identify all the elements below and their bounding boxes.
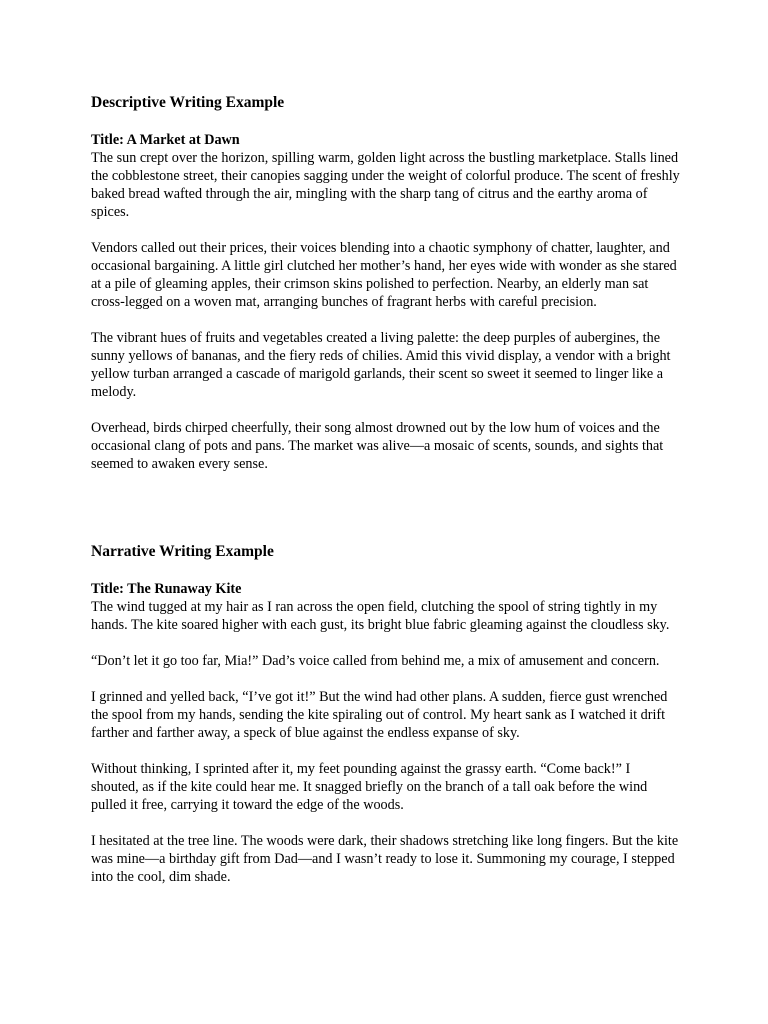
narrative-paragraph-3: I grinned and yelled back, “I’ve got it!” But the wind had other plans. A sudden, fierce gust wrenched the spool from my hands, sending the kite spiraling out of control. My heart sank as I watched it drift farther and farther away, a speck of blue against the endless expanse of sky. (91, 689, 668, 741)
section-spacer (91, 491, 681, 541)
narrative-paragraph-1: The wind tugged at my hair as I ran across the open field, clutching the spool of string tightly in my hands. The kite soared higher with each gust, its bright blue fabric gleaming against the cloudless sky. (91, 599, 670, 633)
document-page (91, 92, 681, 904)
narrative-heading: Narrative Writing Example (91, 543, 274, 560)
narrative-section (91, 541, 681, 886)
descriptive-section (91, 92, 681, 473)
descriptive-paragraph-4: Overhead, birds chirped cheerfully, their song almost drowned out by the low hum of voices and the occasional clang of pots and pans. The market was alive—a mosaic of scents, sounds, and sights that seemed to awaken every sense. (91, 420, 664, 472)
descriptive-paragraph-1: The sun crept over the horizon, spilling warm, golden light across the bustling marketplace. Stalls lined the cobblestone street, their canopies sagging under the weight of colorful produce. The scent of freshly baked bread wafted through the air, mingling with the sharp tang of citrus and the earthy aroma of spices. (91, 150, 680, 220)
descriptive-title: Title: A Market at Dawn (91, 132, 240, 148)
descriptive-heading: Descriptive Writing Example (91, 94, 285, 111)
narrative-paragraph-4: Without thinking, I sprinted after it, my feet pounding against the grassy earth. “Come back!” I shouted, as if the kite could hear me. It snagged briefly on the branch of a tall oak before the wind pulled it free, carrying it toward the edge of the woods. (91, 761, 648, 813)
narrative-title: Title: The Runaway Kite (91, 581, 242, 597)
descriptive-paragraph-3: The vibrant hues of fruits and vegetables created a living palette: the deep purples of aubergines, the sunny yellows of bananas, and the fiery reds of chilies. Amid this vivid display, a vendor with a bright yellow turban arranged a cascade of marigold garlands, their scent so sweet it seemed to linger like a melody. (91, 330, 671, 400)
descriptive-paragraph-2: Vendors called out their prices, their voices blending into a chaotic symphony of chatter, laughter, and occasional bargaining. A little girl clutched her mother’s hand, her eyes wide with wonder as she stared at a pile of gleaming apples, their crimson skins polished to perfection. Nearby, an elderly man sat cross-legged on a woven mat, arranging bunches of fragrant herbs with careful precision. (91, 240, 677, 310)
narrative-paragraph-2: “Don’t let it go too far, Mia!” Dad’s voice called from behind me, a mix of amusement and concern. (91, 653, 660, 669)
narrative-paragraph-5: I hesitated at the tree line. The woods were dark, their shadows stretching like long fingers. But the kite was mine—a birthday gift from Dad—and I wasn’t ready to lose it. Summoning my courage, I stepped into the cool, dim shade. (91, 833, 679, 885)
